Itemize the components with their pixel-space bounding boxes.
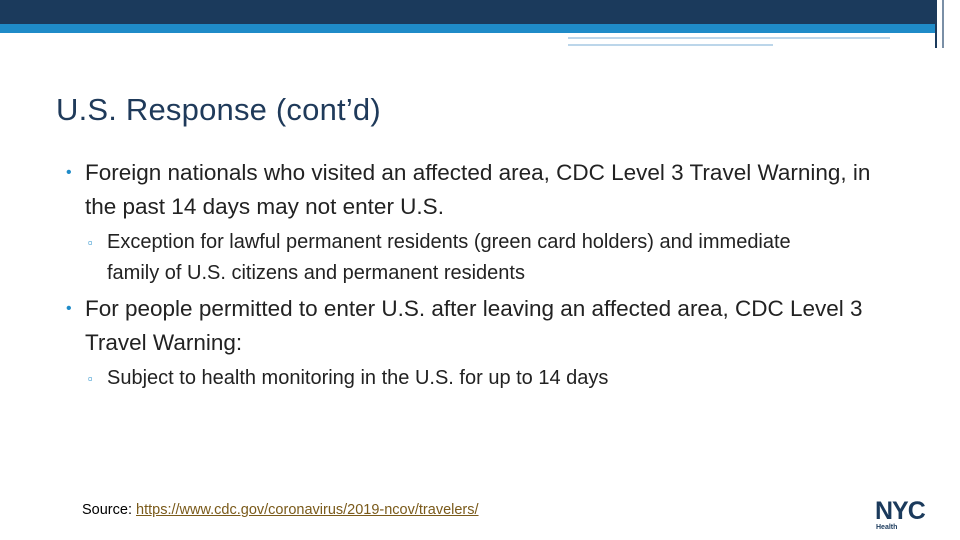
sub-bullet-item [88, 363, 848, 394]
source-link[interactable]: https://www.cdc.gov/coronavirus/2019-ncov/travelers/ [136, 502, 479, 518]
slide-title: U.S. Response (cont’d) [56, 92, 381, 127]
bullet-text: Foreign nationals who visited an affected area, CDC Level 3 Travel Warning, in the past 14 days may not enter U.S. [85, 160, 871, 219]
bullet-text: For people permitted to enter U.S. after leaving an affected area, CDC Level 3 Travel Warning: [85, 296, 863, 355]
header-accent-line [568, 44, 773, 46]
corner-accent [942, 0, 944, 48]
sub-bullet-square-icon: ▫ [88, 371, 93, 386]
header-bar-dark [0, 0, 935, 24]
logo-text: NYC [875, 497, 925, 525]
header-bar-light [0, 24, 935, 33]
header-accent-line [568, 37, 890, 39]
corner-accent [935, 0, 937, 48]
sub-bullet-text: Exception for lawful permanent residents (green card holders) and immediate family of U.S. citizens and permanent residents [107, 231, 791, 284]
bullet-dot-icon: • [66, 164, 72, 181]
bullet-item [66, 156, 886, 224]
sub-bullet-item [88, 227, 848, 289]
source-label: Source: [82, 502, 132, 518]
sub-bullet-square-icon: ▫ [88, 235, 93, 250]
logo-subtext: Health [876, 524, 898, 530]
bullet-dot-icon: • [66, 300, 72, 317]
source-citation [82, 502, 479, 518]
nyc-health-logo [874, 496, 952, 530]
sub-bullet-text: Subject to health monitoring in the U.S. for up to 14 days [107, 367, 609, 389]
bullet-item [66, 292, 886, 360]
